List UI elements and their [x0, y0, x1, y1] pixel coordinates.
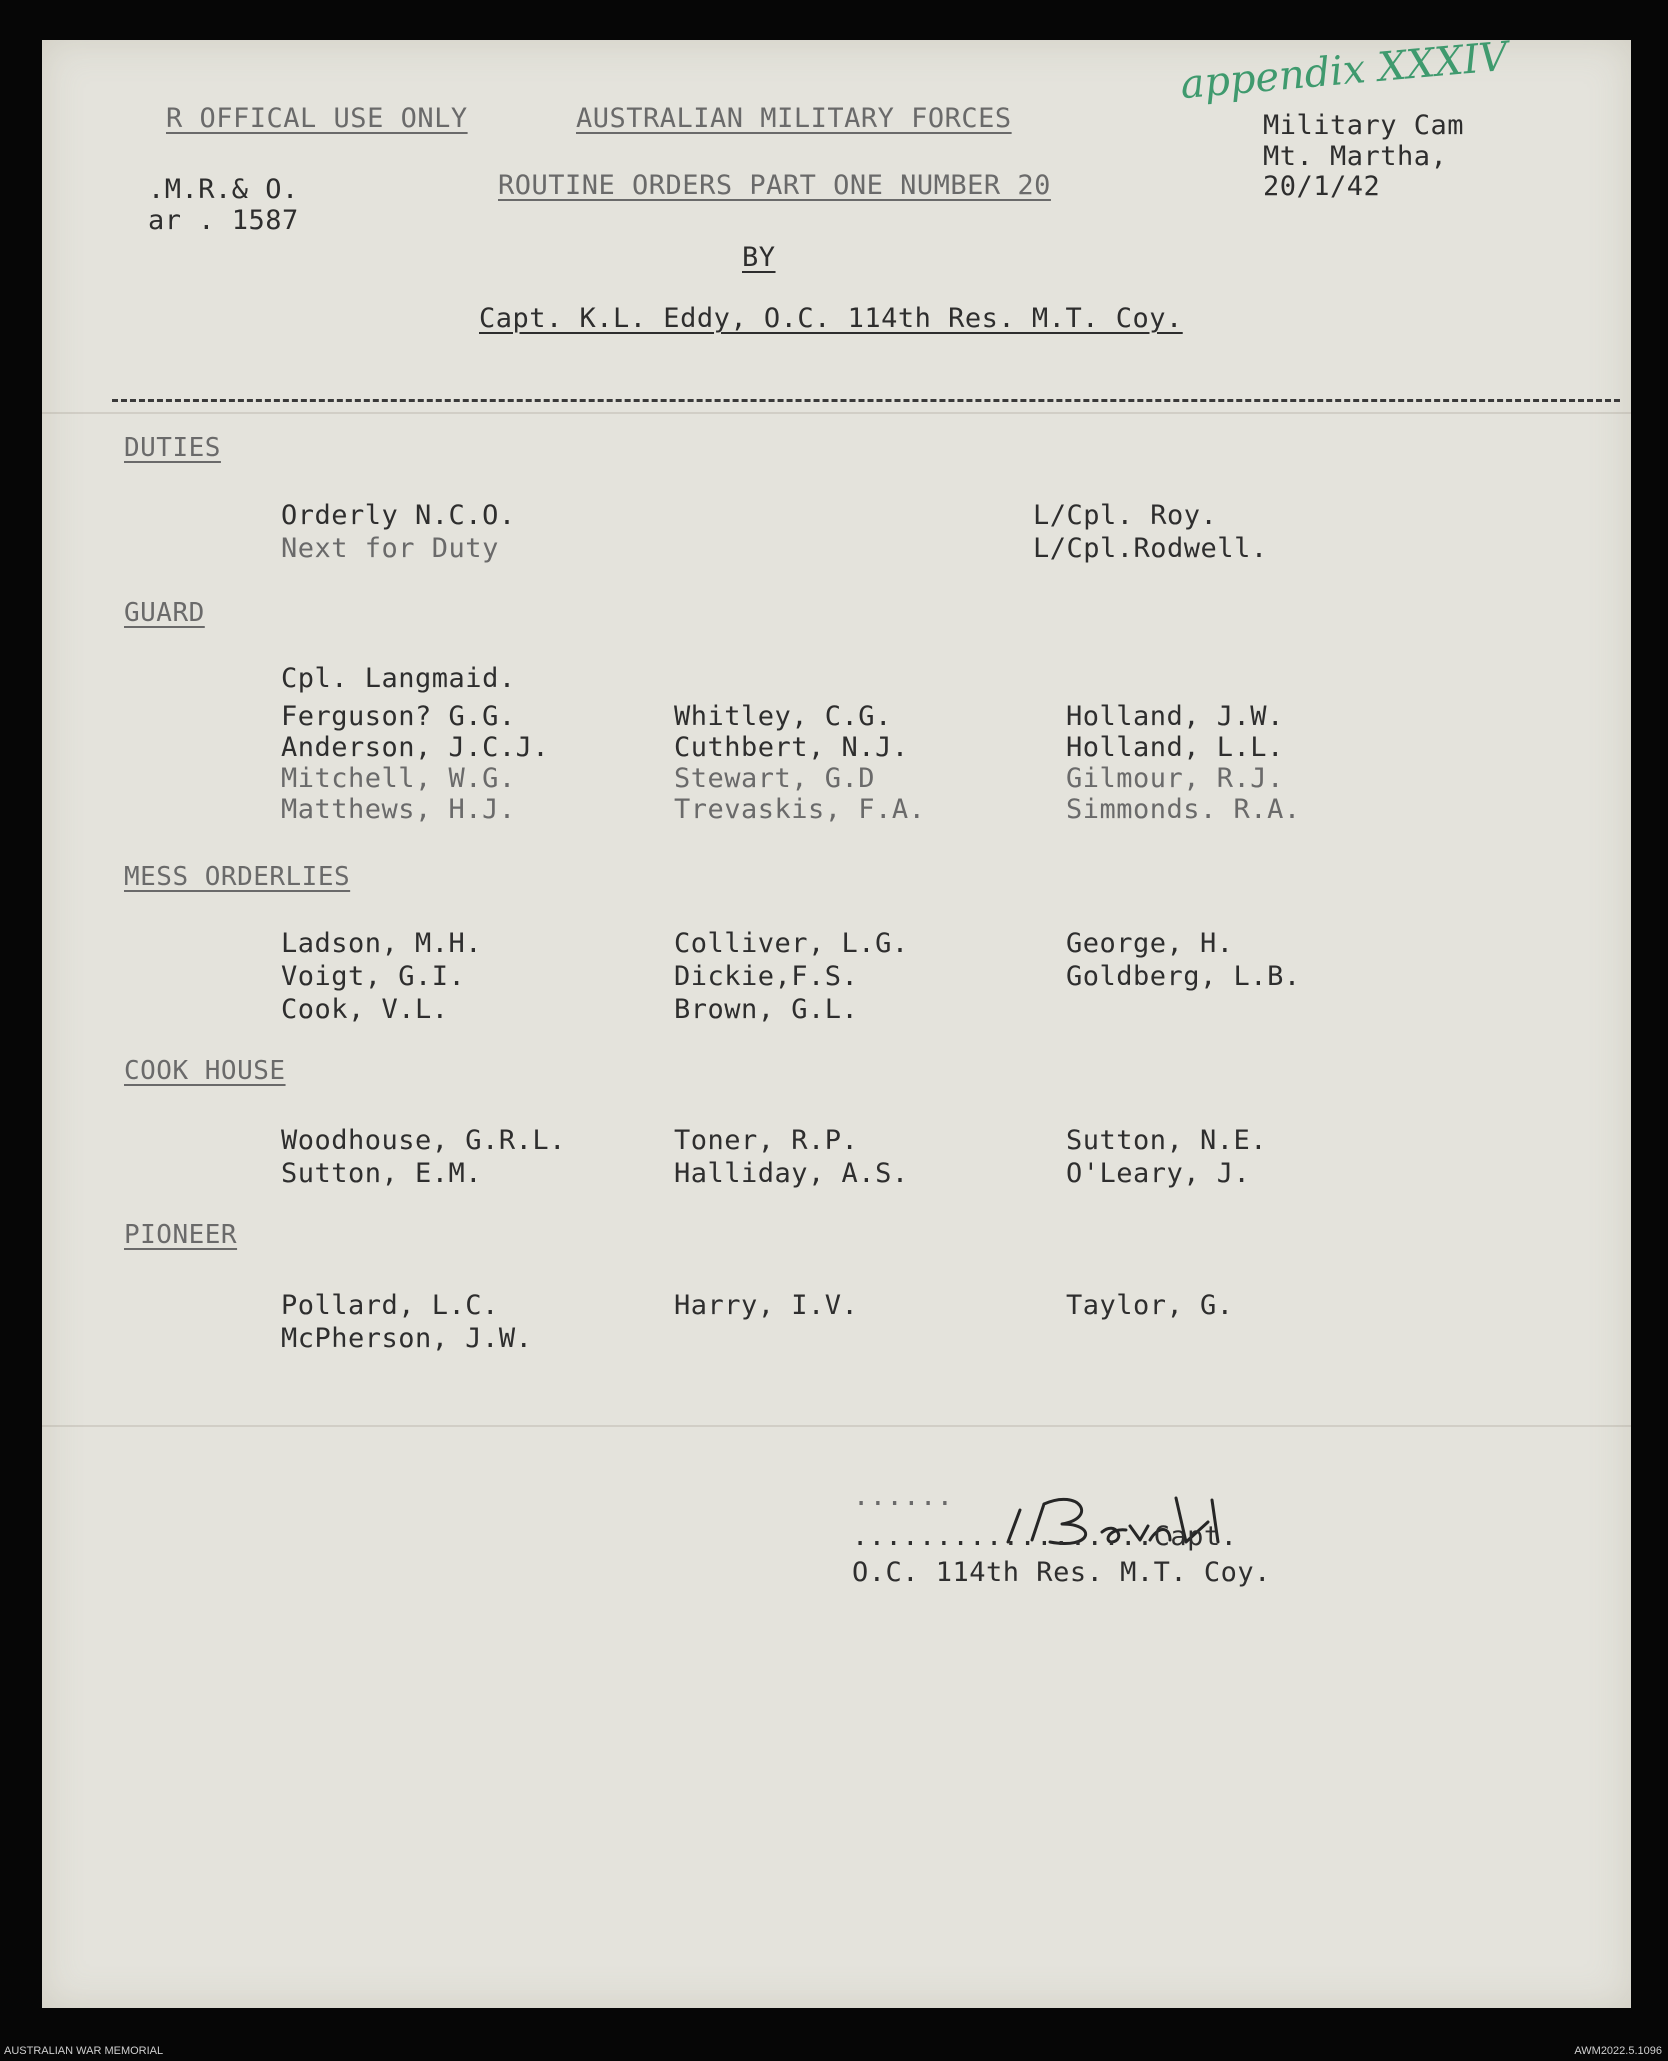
- signature-office: O.C. 114th Res. M.T. Coy.: [852, 1557, 1271, 1588]
- guard-member: Holland, J.W.: [1066, 701, 1284, 732]
- guard-member: Whitley, C.G.: [674, 701, 892, 732]
- guard-member: Matthews, H.J.: [281, 794, 516, 825]
- handwritten-annotation: appendix XXXIV: [1178, 33, 1510, 109]
- cookhouse-member: Toner, R.P.: [674, 1125, 859, 1156]
- reference-line-1: .M.R.& O.: [148, 174, 299, 205]
- cookhouse-member: Sutton, N.E.: [1066, 1125, 1268, 1156]
- separator-rule: [112, 399, 1620, 402]
- guard-member: Trevaskis, F.A.: [674, 794, 926, 825]
- guard-member: Ferguson? G.G.: [281, 701, 516, 732]
- cookhouse-member: Woodhouse, G.R.L.: [281, 1125, 566, 1156]
- duty-assignee: L/Cpl. Roy.: [1033, 500, 1218, 531]
- guard-member: Gilmour, R.J.: [1066, 763, 1284, 794]
- mess-orderly: Voigt, G.I.: [281, 961, 466, 992]
- guard-member: Mitchell, W.G.: [281, 763, 516, 794]
- mess-orderly: Brown, G.L.: [674, 994, 859, 1025]
- section-heading-mess-orderlies: MESS ORDERLIES: [124, 862, 351, 892]
- duty-role: Next for Duty: [281, 533, 499, 564]
- guard-member: Cuthbert, N.J.: [674, 732, 909, 763]
- guard-member: Simmonds. R.A.: [1066, 794, 1301, 825]
- reference-line-2: ar . 1587: [148, 205, 299, 236]
- by-label: BY: [742, 242, 776, 273]
- guard-member: Anderson, J.C.J.: [281, 732, 550, 763]
- mess-orderly: Colliver, L.G.: [674, 928, 909, 959]
- footer-credit: AUSTRALIAN WAR MEMORIAL: [4, 2045, 164, 2057]
- duty-role: Orderly N.C.O.: [281, 500, 516, 531]
- cookhouse-member: Halliday, A.S.: [674, 1158, 909, 1189]
- issuing-officer: Capt. K.L. Eddy, O.C. 114th Res. M.T. Coy.: [479, 303, 1183, 334]
- mess-orderly: George, H.: [1066, 928, 1234, 959]
- cookhouse-member: O'Leary, J.: [1066, 1158, 1251, 1189]
- section-heading-pioneer: PIONEER: [124, 1220, 238, 1250]
- duty-assignee: L/Cpl.Rodwell.: [1033, 533, 1268, 564]
- guard-member: Stewart, G.D: [674, 763, 876, 794]
- location-line-2: Mt. Martha,: [1263, 141, 1448, 172]
- signature-line: ..................Capt.: [852, 1521, 1238, 1552]
- pioneer-member: Harry, I.V.: [674, 1290, 859, 1321]
- footer-accession-number: AWM2022.5.1096: [1574, 2045, 1662, 2057]
- paper-fold-line: [42, 412, 1631, 414]
- signature-dots: ......: [853, 1481, 954, 1512]
- document-date: 20/1/42: [1263, 171, 1381, 202]
- section-heading-cook-house: COOK HOUSE: [124, 1056, 286, 1086]
- location-line-1: Military Cam: [1263, 110, 1465, 141]
- document-title: ROUTINE ORDERS PART ONE NUMBER 20: [498, 170, 1051, 201]
- guard-commander: Cpl. Langmaid.: [281, 663, 516, 694]
- pioneer-member: Pollard, L.C.: [281, 1290, 499, 1321]
- cookhouse-member: Sutton, E.M.: [281, 1158, 483, 1189]
- mess-orderly: Goldberg, L.B.: [1066, 961, 1301, 992]
- mess-orderly: Dickie,F.S.: [674, 961, 859, 992]
- paper-fold-line: [42, 1425, 1631, 1427]
- section-heading-guard: GUARD: [124, 598, 205, 628]
- mess-orderly: Ladson, M.H.: [281, 928, 483, 959]
- classification-line: R OFFICAL USE ONLY: [166, 103, 468, 134]
- mess-orderly: Cook, V.L.: [281, 994, 449, 1025]
- guard-member: Holland, L.L.: [1066, 732, 1284, 763]
- force-name: AUSTRALIAN MILITARY FORCES: [576, 103, 1012, 134]
- pioneer-member: McPherson, J.W.: [281, 1323, 533, 1354]
- pioneer-member: Taylor, G.: [1066, 1290, 1234, 1321]
- section-heading-duties: DUTIES: [124, 433, 221, 463]
